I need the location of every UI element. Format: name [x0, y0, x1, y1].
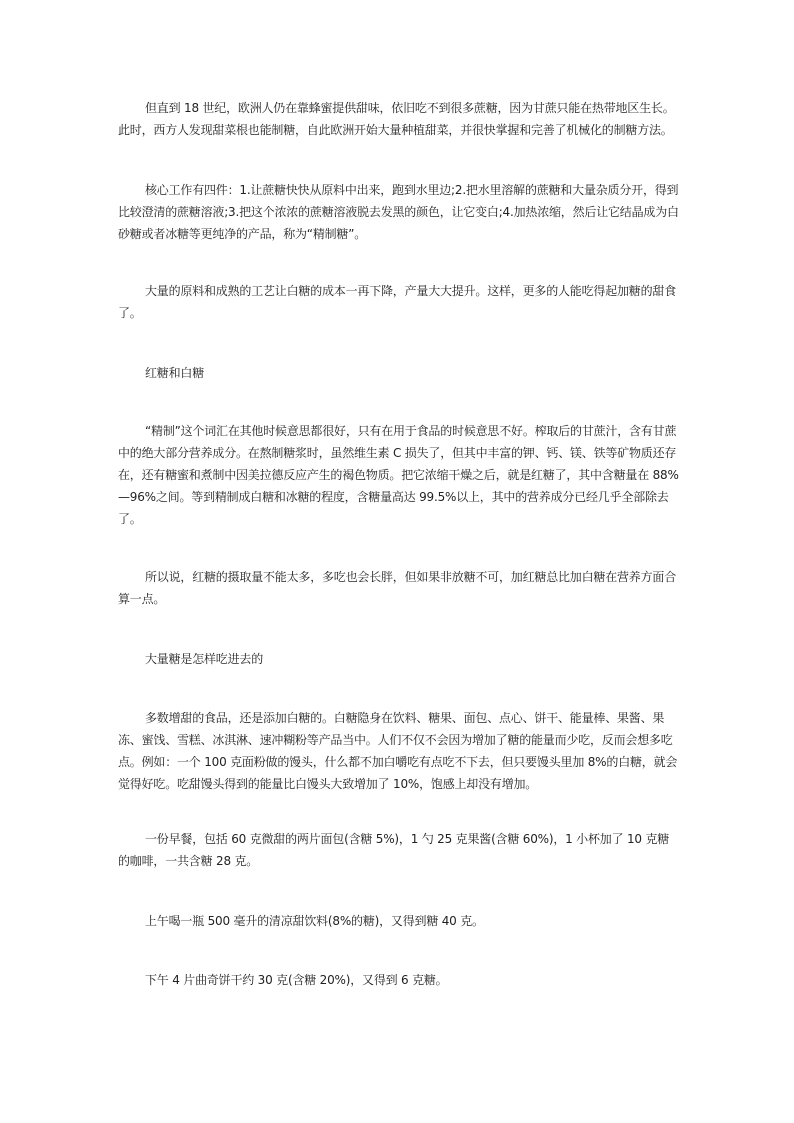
paragraph-morning-drink: 上午喝一瓶 500 毫升的清凉甜饮料(8%的糖)，又得到糖 40 克。 — [145, 914, 484, 928]
paragraph-breakfast: 一份早餐，包括 60 克微甜的两片面包(含糖 5%)，1 勺 25 克果酱(含糖 60%)，1 小杯加了 10 克糖的咖啡，一共含糖 28 克。 — [118, 832, 670, 868]
section-heading-brown-white-sugar: 红糖和白糖 — [145, 366, 205, 380]
paragraph-brown-sugar-intake: 所以说，红糖的摄取量不能太多，多吃也会长胖，但如果非放糖不可，加红糖总比加白糖在营养方面合算一点。 — [118, 570, 677, 606]
paragraph-afternoon-cookies: 下午 4 片曲奇饼干约 30 克(含糖 20%)，又得到 6 克糖。 — [145, 973, 448, 987]
paragraph-core-work: 核心工作有四件：1.让蔗糖快快从原料中出来，跑到水里边;2.把水里溶解的蔗糖和大量杂质分开，得到比较澄清的蔗糖溶液;3.把这个浓浓的蔗糖溶液脱去发黑的颜色，让它变白;4.加热浓缩，然后让它结晶成为白砂糖或者冰糖等更纯净的产品，称为“精制糖”。 — [118, 183, 679, 241]
section-heading-how-sugar-eaten: 大量糖是怎样吃进去的 — [145, 652, 264, 666]
paragraph-sugar-history: 但直到 18 世纪，欧洲人仍在靠蜂蜜提供甜味，依旧吃不到很多蔗糖，因为甘蔗只能在热带地区生长。此时，西方人发现甜菜根也能制糖，自此欧洲开始大量种植甜菜，并很快掌握和完善了机械化的制糖方法。 — [118, 101, 675, 137]
paragraph-sweetened-foods: 多数增甜的食品，还是添加白糖的。白糖隐身在饮料、糖果、面包、点心、饼干、能量棒、果酱、果冻、蜜饯、雪糕、冰淇淋、速冲糊粉等产品当中。人们不仅不会因为增加了糖的能量而少吃，反而会想多吃点。例如：一个 100 克面粉做的馒头，什么都不加白嚼吃有点吃不下去，但只要馒头里加 8%的白糖，就会觉得好吃。吃甜馒头得到的能量比白馒头大致增加了 10%，饱感上却没有增加。 — [118, 711, 678, 791]
paragraph-refined-meaning: “精制”这个词汇在其他时候意思都很好，只有在用于食品的时候意思不好。榨取后的甘蔗汁，含有甘蔗中的绝大部分营养成分。在熬制糖浆时，虽然维生素 C 损失了，但其中丰富的钾、钙、镁、铁等矿物质还存在，还有糖蜜和煮制中因美拉德反应产生的褐色物质。把它浓缩干燥之后，就是红糖了，其中含糖量在 88%—96%之间。等到精制成白糖和冰糖的程度，含糖量高达 99.5%以上，其中的营养成分已经几乎全部除去了。 — [118, 424, 679, 526]
paragraph-cost-decline: 大量的原料和成熟的工艺让白糖的成本一再下降，产量大大提升。这样，更多的人能吃得起加糖的甜食了。 — [118, 284, 677, 320]
